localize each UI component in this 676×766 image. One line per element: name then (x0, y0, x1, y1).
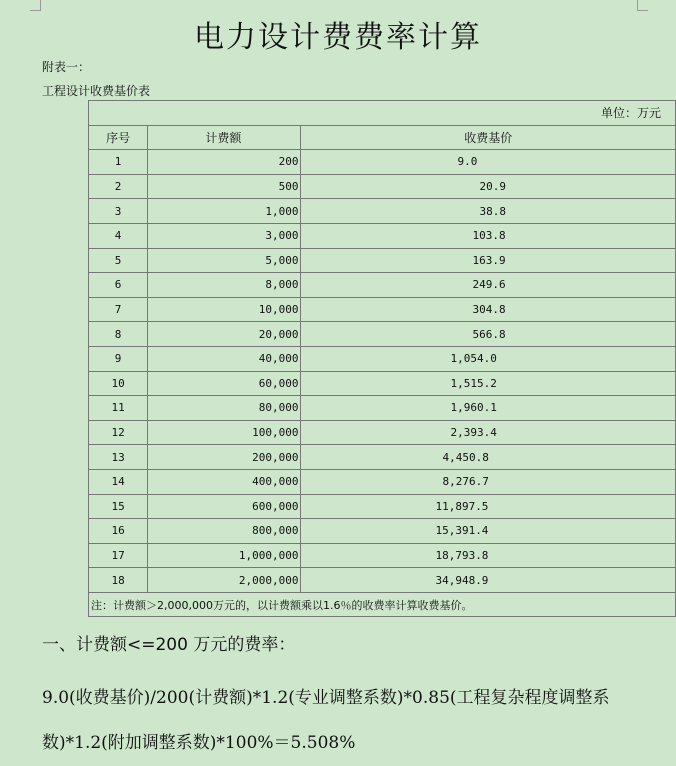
section-heading: 一、计费额<=200 万元的费率： (42, 635, 296, 655)
row-base-price: 34,948.9 (301, 568, 676, 593)
header-base-price: 收费基价 (301, 125, 676, 150)
row-amount: 40,000 (148, 346, 301, 371)
footnote-row (89, 592, 676, 617)
row-no: 13 (89, 445, 148, 470)
table-row (89, 445, 676, 470)
row-no: 18 (89, 568, 148, 593)
row-no: 7 (89, 297, 148, 322)
row-no: 11 (89, 396, 148, 421)
row-no: 12 (89, 420, 148, 445)
row-base-price: 566.8 (301, 322, 676, 347)
table-row (89, 371, 676, 396)
row-no: 16 (89, 519, 148, 544)
header-row (89, 125, 676, 150)
row-amount: 200 (148, 150, 301, 175)
table-row (89, 174, 676, 199)
fee-base-price-table (88, 100, 676, 617)
row-no: 9 (89, 346, 148, 371)
row-amount: 400,000 (148, 469, 301, 494)
row-base-price: 163.9 (301, 248, 676, 273)
row-base-price: 1,960.1 (301, 396, 676, 421)
row-amount: 5,000 (148, 248, 301, 273)
table-row (89, 346, 676, 371)
table-row (89, 150, 676, 175)
row-no: 14 (89, 469, 148, 494)
row-base-price: 11,897.5 (301, 494, 676, 519)
row-amount: 80,000 (148, 396, 301, 421)
table-caption: 工程设计收费基价表 (42, 84, 151, 98)
row-base-price: 2,393.4 (301, 420, 676, 445)
row-no: 5 (89, 248, 148, 273)
row-amount: 800,000 (148, 519, 301, 544)
row-amount: 10,000 (148, 297, 301, 322)
row-no: 4 (89, 223, 148, 248)
table-row (89, 519, 676, 544)
table-row (89, 297, 676, 322)
row-amount: 8,000 (148, 273, 301, 298)
row-no: 15 (89, 494, 148, 519)
table-row (89, 469, 676, 494)
row-base-price: 20.9 (301, 174, 676, 199)
row-base-price: 38.8 (301, 199, 676, 224)
page-corner-mark-left (30, 0, 41, 11)
unit-label: 单位：万元 (89, 101, 676, 126)
row-amount: 60,000 (148, 371, 301, 396)
table-footnote: 注：计费额＞2,000,000万元的，以计费额乘以1.6％的收费率计算收费基价。 (89, 592, 676, 617)
row-base-price: 103.8 (301, 223, 676, 248)
row-base-price: 15,391.4 (301, 519, 676, 544)
table-row (89, 223, 676, 248)
table-row (89, 543, 676, 568)
row-base-price: 1,515.2 (301, 371, 676, 396)
table-row (89, 494, 676, 519)
row-amount: 1,000,000 (148, 543, 301, 568)
table-row (89, 248, 676, 273)
row-amount: 500 (148, 174, 301, 199)
row-amount: 1,000 (148, 199, 301, 224)
row-no: 10 (89, 371, 148, 396)
table-row (89, 396, 676, 421)
row-no: 17 (89, 543, 148, 568)
table-row (89, 568, 676, 593)
table-row (89, 199, 676, 224)
row-base-price: 1,054.0 (301, 346, 676, 371)
table-row (89, 420, 676, 445)
row-no: 2 (89, 174, 148, 199)
row-base-price: 249.6 (301, 273, 676, 298)
header-amount: 计费额 (148, 125, 301, 150)
row-no: 3 (89, 199, 148, 224)
row-amount: 3,000 (148, 223, 301, 248)
page-corner-mark-right (637, 0, 648, 11)
row-amount: 2,000,000 (148, 568, 301, 593)
row-amount: 20,000 (148, 322, 301, 347)
row-amount: 200,000 (148, 445, 301, 470)
row-no: 6 (89, 273, 148, 298)
table-row (89, 273, 676, 298)
row-amount: 600,000 (148, 494, 301, 519)
row-amount: 100,000 (148, 420, 301, 445)
formula-text: 9.0(收费基价)/200(计费额)*1.2(专业调整系数)*0.85(工程复杂程度调整系数)*1.2(附加调整系数)*100%＝5.508% (42, 688, 610, 753)
row-base-price: 4,450.8 (301, 445, 676, 470)
table-row (89, 322, 676, 347)
row-base-price: 8,276.7 (301, 469, 676, 494)
row-base-price: 18,793.8 (301, 543, 676, 568)
page-title: 电力设计费费率计算 (194, 20, 482, 55)
appendix-label: 附表一： (42, 60, 91, 74)
row-base-price: 9.0 (301, 150, 676, 175)
row-no: 8 (89, 322, 148, 347)
header-no: 序号 (89, 125, 148, 150)
row-no: 1 (89, 150, 148, 175)
unit-row (89, 101, 676, 126)
row-base-price: 304.8 (301, 297, 676, 322)
